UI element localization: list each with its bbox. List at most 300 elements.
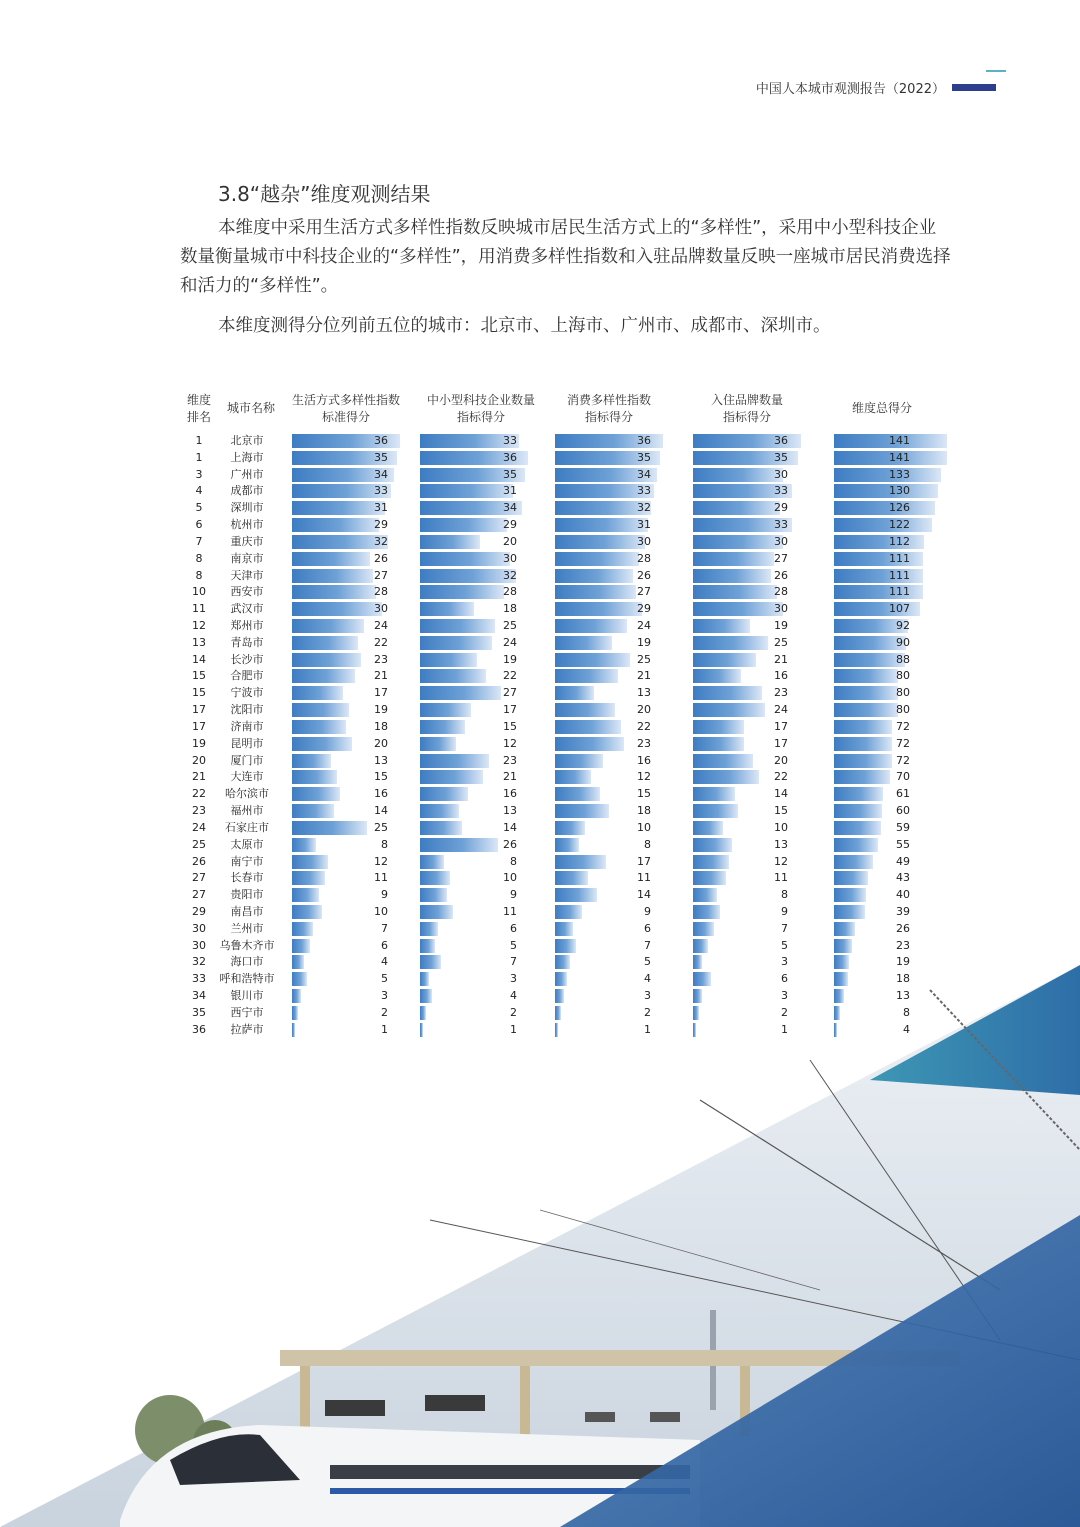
city-cell: 银川市 (230, 989, 264, 1003)
city-cell: 福州市 (230, 804, 264, 818)
city-cell: 广州市 (230, 467, 264, 481)
tech-bar (420, 770, 483, 784)
rank-cell: 3 (195, 467, 203, 481)
city-cell: 深圳市 (230, 501, 264, 515)
city-cell: 海口市 (230, 955, 264, 969)
brands-bar (693, 787, 735, 801)
total-value: 23 (896, 938, 910, 952)
intro-paragraph: 本维度中采用生活方式多样性指数反映城市居民生活方式上的“多样性”，采用中小型科技企业数量衡量城市中科技企业的“多样性”，用消费多样性指数和入驻品牌数量反映一座城市居民消费选择和活力的“多样性”。 (180, 218, 951, 296)
total-value: 111 (889, 585, 910, 599)
city-cell: 拉萨市 (230, 1022, 264, 1036)
brands-value: 33 (774, 518, 788, 532)
tech-value: 24 (503, 635, 517, 649)
brands-value: 11 (774, 871, 788, 885)
lifestyle-bar (292, 888, 319, 902)
consume-value: 32 (637, 501, 651, 515)
tech-value: 21 (503, 770, 517, 784)
consume-value: 23 (637, 736, 651, 750)
consume-value: 17 (637, 854, 651, 868)
brands-value: 2 (781, 1005, 788, 1019)
total-value: 19 (896, 955, 910, 969)
tech-bar (420, 821, 462, 835)
total-bar (834, 535, 924, 549)
total-value: 55 (896, 837, 910, 851)
rank-cell: 29 (192, 904, 206, 918)
consume-value: 22 (637, 719, 651, 733)
rank-cell: 26 (192, 854, 206, 868)
rank-cell: 23 (192, 804, 206, 818)
lifestyle-value: 22 (374, 635, 388, 649)
brands-value: 13 (774, 837, 788, 851)
lifestyle-value: 20 (374, 736, 388, 750)
brands-bar (693, 686, 762, 700)
consume-value: 35 (637, 450, 651, 464)
city-cell: 长春市 (230, 871, 264, 885)
lifestyle-value: 6 (381, 938, 388, 952)
lifestyle-value: 35 (374, 450, 388, 464)
rank-cell: 21 (192, 770, 206, 784)
total-value: 49 (896, 854, 910, 868)
rank-cell: 24 (192, 820, 206, 834)
lifestyle-value: 23 (374, 652, 388, 666)
city-cell: 太原市 (230, 837, 264, 851)
rank-cell: 27 (192, 871, 206, 885)
lifestyle-bar (292, 821, 367, 835)
brands-bar (693, 855, 729, 869)
tech-value: 31 (503, 484, 517, 498)
consume-value: 28 (637, 551, 651, 565)
consume-value: 21 (637, 669, 651, 683)
col-header-tech: 中小型科技企业数量 指标得分 (426, 393, 535, 424)
brands-value: 3 (781, 989, 788, 1003)
lifestyle-bar (292, 720, 346, 734)
brands-value: 14 (774, 787, 788, 801)
lifestyle-bar (292, 770, 337, 784)
total-bar (834, 905, 865, 919)
lifestyle-value: 26 (374, 551, 388, 565)
consume-bar (555, 905, 582, 919)
total-value: 70 (896, 770, 910, 784)
tech-value: 18 (503, 602, 517, 616)
rank-cell: 33 (192, 972, 206, 986)
brands-value: 27 (774, 551, 788, 565)
lifestyle-value: 9 (381, 888, 388, 902)
consume-bar (555, 754, 603, 768)
brands-value: 36 (774, 434, 788, 447)
consume-value: 9 (644, 904, 651, 918)
consume-value: 29 (637, 602, 651, 616)
rank-cell: 30 (192, 921, 206, 935)
consume-value: 4 (644, 972, 651, 986)
consume-value: 3 (644, 989, 651, 1003)
rank-cell: 7 (195, 534, 203, 548)
consume-bar (555, 770, 591, 784)
col-header-consume: 消费多样性指数 指标得分 (566, 393, 651, 424)
brands-value: 17 (774, 736, 788, 750)
city-cell: 沈阳市 (230, 703, 264, 717)
city-cell: 西安市 (230, 585, 264, 599)
rank-cell: 14 (192, 652, 206, 666)
rank-cell: 15 (192, 686, 206, 700)
city-cell: 大连市 (230, 770, 264, 784)
total-value: 43 (896, 871, 910, 885)
city-cell: 杭州市 (230, 518, 264, 532)
rank-cell: 5 (195, 501, 203, 515)
lifestyle-value: 18 (374, 719, 388, 733)
tech-value: 35 (503, 467, 517, 481)
brands-bar (693, 653, 756, 667)
train-illustration (0, 960, 1080, 1527)
rank-cell: 4 (195, 484, 203, 498)
lifestyle-value: 12 (374, 854, 388, 868)
city-cell: 兰州市 (230, 921, 264, 935)
lifestyle-bar (292, 804, 334, 818)
tech-bar (420, 787, 468, 801)
brands-value: 22 (774, 770, 788, 784)
lifestyle-value: 10 (374, 904, 388, 918)
consume-bar (555, 686, 594, 700)
brands-bar (693, 636, 768, 650)
consume-value: 19 (637, 635, 651, 649)
rank-cell: 15 (192, 669, 206, 683)
city-cell: 长沙市 (230, 652, 264, 666)
consume-value: 6 (644, 921, 651, 935)
rank-cell: 12 (192, 619, 206, 633)
consume-value: 5 (644, 955, 651, 969)
col-header-lifestyle: 生活方式多样性指数 标准得分 (291, 393, 400, 424)
total-value: 126 (889, 501, 910, 515)
lifestyle-value: 14 (374, 804, 388, 818)
brands-value: 33 (774, 484, 788, 498)
brands-bar (693, 821, 723, 835)
total-value: 112 (889, 534, 910, 548)
total-value: 80 (896, 686, 910, 700)
consume-value: 33 (637, 484, 651, 498)
total-value: 122 (889, 518, 910, 532)
tech-value: 1 (510, 1022, 517, 1036)
tech-bar (420, 737, 456, 751)
tech-value: 2 (510, 1005, 517, 1019)
consume-value: 36 (637, 434, 651, 447)
brands-bar (693, 720, 744, 734)
brands-value: 3 (781, 955, 788, 969)
city-cell: 上海市 (230, 450, 264, 464)
total-value: 141 (889, 450, 910, 464)
total-value: 61 (896, 787, 910, 801)
brands-value: 8 (781, 888, 788, 902)
consume-value: 31 (637, 518, 651, 532)
tech-value: 30 (503, 551, 517, 565)
city-cell: 乌鲁木齐市 (219, 938, 275, 952)
lifestyle-bar (292, 653, 361, 667)
rank-cell: 35 (192, 1005, 206, 1019)
tech-value: 28 (503, 585, 517, 599)
total-value: 18 (896, 972, 910, 986)
lifestyle-bar (292, 703, 349, 717)
consume-value: 25 (637, 652, 651, 666)
consume-value: 13 (637, 686, 651, 700)
rank-cell: 8 (195, 568, 203, 582)
brands-bar (693, 939, 708, 953)
lifestyle-bar (292, 669, 355, 683)
consume-bar (555, 737, 624, 751)
tech-bar (420, 703, 471, 717)
lifestyle-value: 31 (374, 501, 388, 515)
city-cell: 南宁市 (230, 854, 264, 868)
brands-bar (693, 922, 714, 936)
tech-value: 27 (503, 686, 517, 700)
tech-bar (420, 871, 450, 885)
brands-value: 25 (774, 635, 788, 649)
consume-bar (555, 720, 621, 734)
lifestyle-bar (292, 838, 316, 852)
header-accent-bar (952, 84, 996, 91)
brands-value: 30 (774, 534, 788, 548)
tech-value: 5 (510, 938, 517, 952)
brands-value: 29 (774, 501, 788, 515)
consume-value: 16 (637, 753, 651, 767)
consume-bar (555, 787, 600, 801)
consume-value: 10 (637, 820, 651, 834)
total-value: 130 (889, 484, 910, 498)
lifestyle-value: 16 (374, 787, 388, 801)
consume-value: 18 (637, 804, 651, 818)
tech-bar (420, 905, 453, 919)
total-value: 72 (896, 753, 910, 767)
brands-bar (693, 905, 720, 919)
rank-cell: 13 (192, 635, 206, 649)
lifestyle-value: 28 (374, 585, 388, 599)
city-cell: 厦门市 (230, 753, 264, 767)
brands-value: 9 (781, 904, 788, 918)
lifestyle-value: 30 (374, 602, 388, 616)
tech-value: 8 (510, 854, 517, 868)
total-bar (834, 939, 852, 953)
lifestyle-value: 3 (381, 989, 388, 1003)
total-value: 111 (889, 551, 910, 565)
rank-cell: 11 (192, 602, 206, 616)
rank-cell: 8 (195, 551, 203, 565)
tech-value: 22 (503, 669, 517, 683)
total-value: 39 (896, 904, 910, 918)
tech-bar (420, 619, 495, 633)
brands-value: 35 (774, 450, 788, 464)
brands-value: 5 (781, 938, 788, 952)
lifestyle-value: 2 (381, 1005, 388, 1019)
consume-value: 27 (637, 585, 651, 599)
tech-bar (420, 939, 435, 953)
total-bar (834, 804, 882, 818)
total-value: 80 (896, 703, 910, 717)
city-cell: 南京市 (230, 551, 264, 565)
consume-value: 1 (644, 1022, 651, 1036)
total-bar (834, 922, 855, 936)
consume-bar (555, 804, 609, 818)
lifestyle-bar (292, 855, 328, 869)
city-cell: 南昌市 (230, 904, 264, 918)
train-photo (0, 960, 1080, 1527)
lifestyle-bar (292, 636, 358, 650)
consume-bar (555, 855, 606, 869)
rank-cell: 30 (192, 938, 206, 952)
tech-value: 19 (503, 652, 517, 666)
lifestyle-value: 8 (381, 837, 388, 851)
city-cell: 昆明市 (230, 736, 264, 750)
city-cell: 北京市 (230, 434, 264, 447)
tech-value: 12 (503, 736, 517, 750)
total-value: 26 (896, 921, 910, 935)
tech-value: 15 (503, 719, 517, 733)
tech-value: 16 (503, 787, 517, 801)
tech-value: 33 (503, 434, 517, 447)
consume-bar (555, 922, 573, 936)
tech-bar (420, 804, 459, 818)
lifestyle-bar (292, 737, 352, 751)
consume-bar (555, 838, 579, 852)
city-cell: 呼和浩特市 (219, 972, 275, 986)
lifestyle-bar (292, 922, 313, 936)
brands-value: 21 (774, 652, 788, 666)
lifestyle-value: 34 (374, 467, 388, 481)
rank-cell: 22 (192, 787, 206, 801)
total-value: 40 (896, 888, 910, 902)
tech-bar (420, 602, 474, 616)
brands-value: 12 (774, 854, 788, 868)
rank-cell: 17 (192, 719, 206, 733)
total-bar (834, 871, 868, 885)
total-bar (834, 821, 881, 835)
rank-cell: 1 (195, 450, 203, 464)
city-cell: 郑州市 (230, 619, 264, 633)
consume-bar (555, 653, 630, 667)
consume-bar (555, 636, 612, 650)
report-title: 中国人本城市观测报告（2022） (755, 82, 945, 97)
tech-bar (420, 636, 492, 650)
consume-value: 26 (637, 568, 651, 582)
consume-bar (555, 871, 588, 885)
lifestyle-value: 17 (374, 686, 388, 700)
consume-value: 24 (637, 619, 651, 633)
rank-cell: 17 (192, 703, 206, 717)
lifestyle-value: 7 (381, 921, 388, 935)
total-value: 8 (903, 1005, 910, 1019)
brands-value: 20 (774, 753, 788, 767)
lifestyle-bar (292, 939, 310, 953)
lifestyle-value: 24 (374, 619, 388, 633)
lifestyle-value: 29 (374, 518, 388, 532)
rank-cell: 1 (195, 434, 203, 447)
total-bar (834, 838, 878, 852)
brands-bar (693, 770, 759, 784)
brands-value: 23 (774, 686, 788, 700)
brands-value: 28 (774, 585, 788, 599)
tech-bar (420, 669, 486, 683)
brands-bar (693, 669, 741, 683)
brands-bar (693, 804, 738, 818)
lifestyle-bar (292, 787, 340, 801)
city-cell: 济南市 (230, 719, 264, 733)
consume-value: 30 (637, 534, 651, 548)
tech-value: 9 (510, 888, 517, 902)
total-value: 59 (896, 820, 910, 834)
brands-value: 30 (774, 602, 788, 616)
consume-value: 34 (637, 467, 651, 481)
consume-value: 12 (637, 770, 651, 784)
city-cell: 合肥市 (230, 669, 264, 683)
city-cell: 西宁市 (230, 1005, 264, 1019)
city-cell: 宁波市 (230, 686, 264, 700)
city-cell: 天津市 (230, 568, 264, 582)
consume-value: 20 (637, 703, 651, 717)
tech-value: 23 (503, 753, 517, 767)
rank-cell: 19 (192, 736, 206, 750)
rank-cell: 20 (192, 753, 206, 767)
total-value: 111 (889, 568, 910, 582)
tech-value: 7 (510, 955, 517, 969)
tech-value: 32 (503, 568, 517, 582)
consume-bar (555, 821, 585, 835)
lifestyle-value: 21 (374, 669, 388, 683)
rank-cell: 36 (192, 1022, 206, 1036)
lifestyle-bar (292, 754, 331, 768)
brands-value: 26 (774, 568, 788, 582)
col-header-total: 维度总得分 (851, 401, 912, 415)
tech-value: 29 (503, 518, 517, 532)
lifestyle-value: 25 (374, 820, 388, 834)
header-accent-line (986, 70, 1006, 72)
tech-bar (420, 855, 444, 869)
tech-value: 25 (503, 619, 517, 633)
section-heading: 3.8“越杂”维度观测结果 (218, 182, 431, 206)
tech-bar (420, 653, 477, 667)
total-bar (834, 787, 883, 801)
brands-value: 6 (781, 972, 788, 986)
total-value: 133 (889, 467, 910, 481)
brands-value: 16 (774, 669, 788, 683)
consume-value: 8 (644, 837, 651, 851)
rank-cell: 25 (192, 837, 206, 851)
top-five-paragraph: 本维度测得分位列前五位的城市：北京市、上海市、广州市、成都市、深圳市。 (218, 316, 831, 336)
brands-bar (693, 703, 765, 717)
consume-value: 2 (644, 1005, 651, 1019)
total-value: 72 (896, 719, 910, 733)
tech-value: 26 (503, 837, 517, 851)
lifestyle-value: 13 (374, 753, 388, 767)
tech-bar (420, 720, 465, 734)
rank-cell: 32 (192, 955, 206, 969)
tech-bar (420, 922, 438, 936)
tech-value: 20 (503, 534, 517, 548)
total-value: 60 (896, 804, 910, 818)
brands-value: 1 (781, 1022, 788, 1036)
brands-bar (693, 838, 732, 852)
tech-value: 6 (510, 921, 517, 935)
consume-value: 11 (637, 871, 651, 885)
total-value: 4 (903, 1022, 910, 1036)
total-bar (834, 855, 873, 869)
lifestyle-value: 36 (374, 434, 388, 447)
consume-value: 7 (644, 938, 651, 952)
tech-value: 36 (503, 450, 517, 464)
total-value: 72 (896, 736, 910, 750)
consume-bar (555, 619, 627, 633)
tech-value: 34 (503, 501, 517, 515)
lifestyle-value: 15 (374, 770, 388, 784)
city-cell: 哈尔滨市 (225, 787, 269, 801)
brands-value: 7 (781, 921, 788, 935)
city-cell: 重庆市 (230, 534, 264, 548)
rank-cell: 34 (192, 989, 206, 1003)
